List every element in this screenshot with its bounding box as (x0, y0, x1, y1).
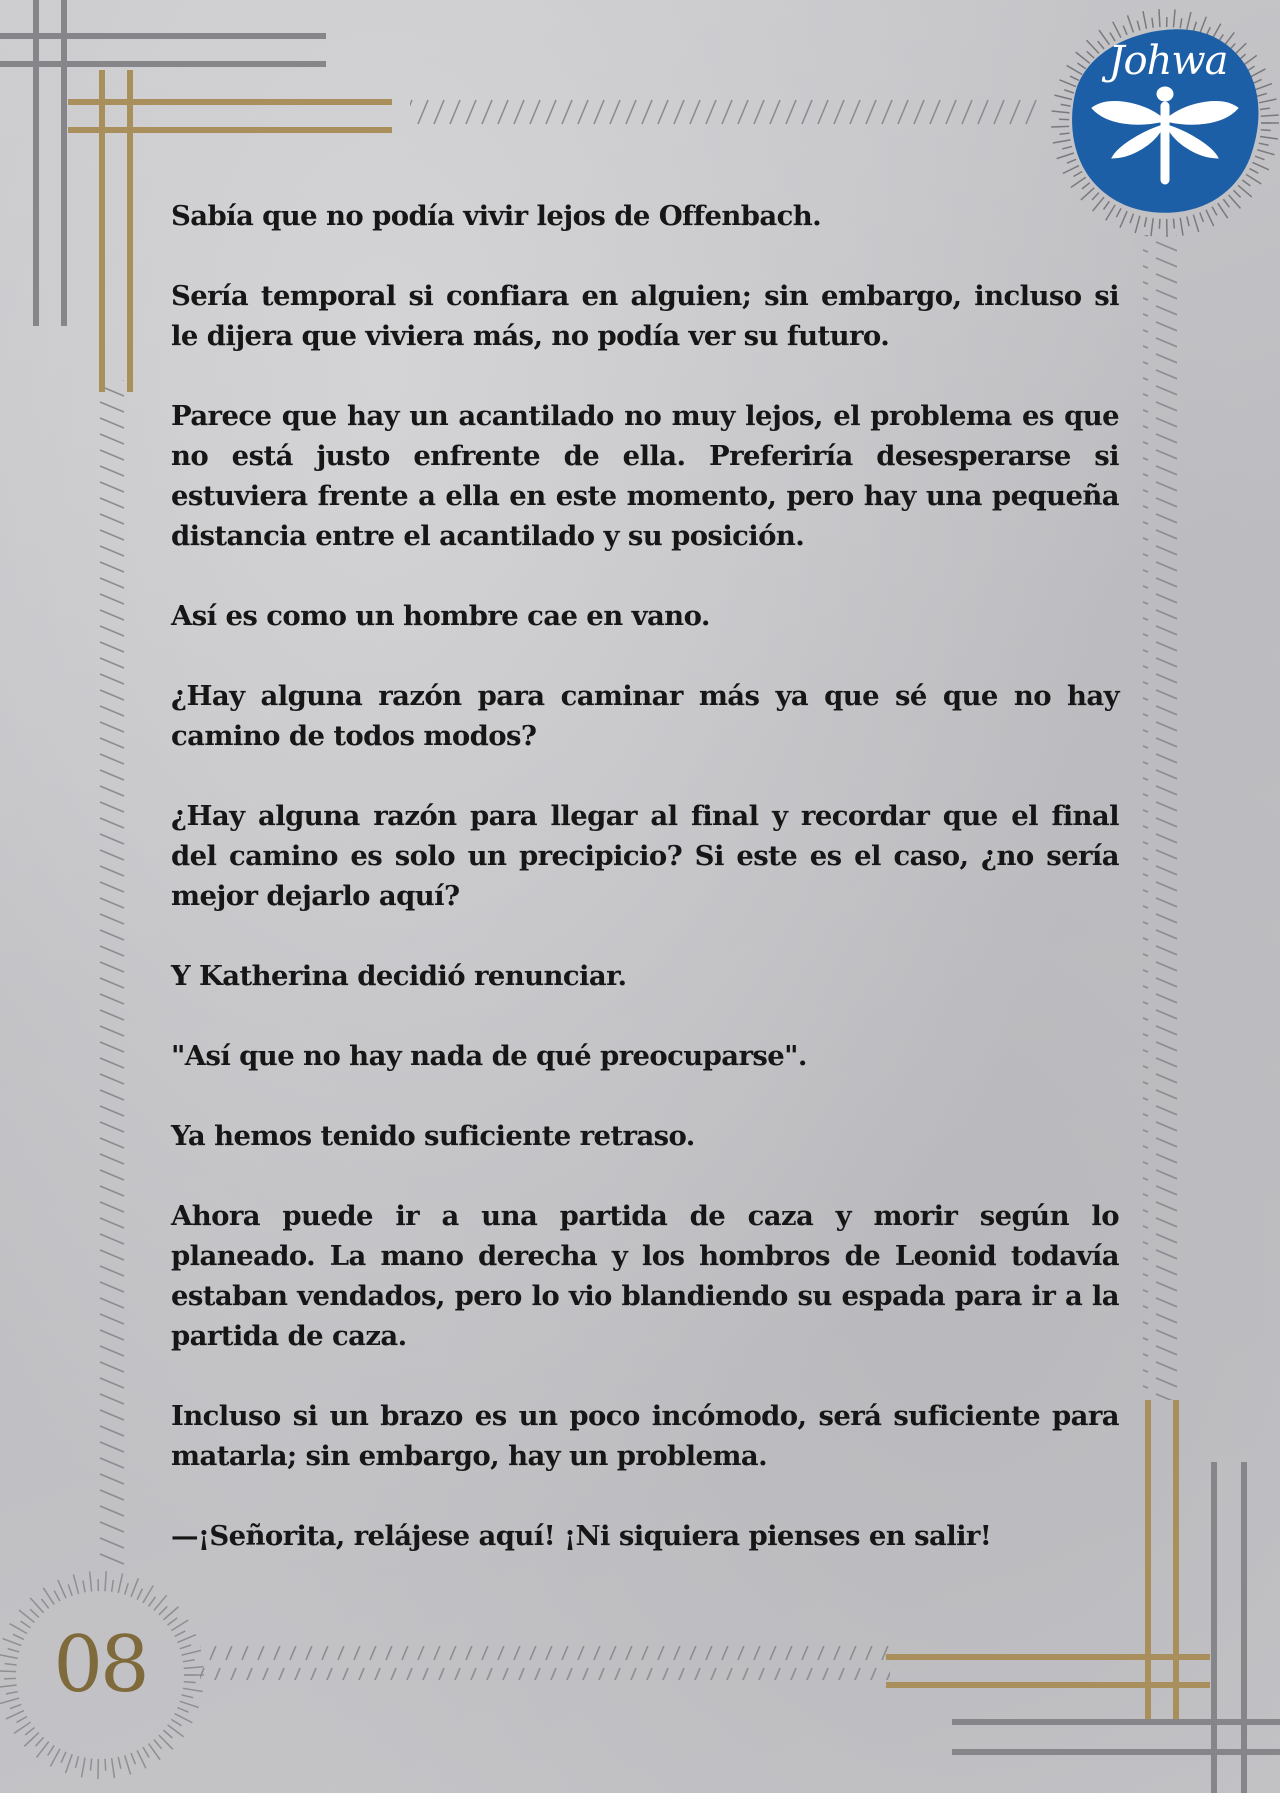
sunburst-ray (1130, 214, 1133, 223)
right-hatch-band (1143, 235, 1177, 1400)
sunburst-ray (1259, 143, 1269, 145)
sunburst-ray (137, 1750, 146, 1768)
sunburst-ray (118, 1757, 121, 1769)
sunburst-ray (1074, 171, 1083, 176)
sunburst-ray (1253, 79, 1262, 83)
sunburst-ray (177, 1635, 195, 1643)
sunburst-ray (1127, 15, 1133, 32)
logo-text: Johwa (1108, 38, 1228, 84)
sunburst-ray (1137, 21, 1140, 31)
sunburst-ray (143, 1747, 149, 1757)
sunburst-ray (1261, 130, 1271, 131)
sunburst-ray (83, 1581, 85, 1593)
sunburst-ray (180, 1701, 199, 1707)
sunburst-ray (1257, 93, 1267, 96)
sunburst-ray (90, 1759, 91, 1771)
sunburst-ray (1261, 115, 1279, 116)
sunburst-ray (1143, 11, 1146, 29)
sunburst-ray (25, 1728, 34, 1736)
sunburst-ray (1071, 177, 1086, 187)
paragraph: Parece que hay un acantilado no muy lejos, el problema es que no está justo enfrente de ella. Preferiría desesperarse si estuviera frente a ella en este momento, pero hay una pequeña distancia entre el acantilado y su posición. (171, 400, 1119, 552)
sunburst-ray (5, 1664, 17, 1665)
paragraph: Así es como un hombre cae en vano. (171, 600, 710, 632)
paragraph: Ahora puede ir a una partida de caza y morir según lo planeado. La mano derecha y los hombros de Leonid todavía estaban vendados, pero lo vio blandiendo su espada para ir a la partida de caza. (171, 1200, 1119, 1352)
sunburst-ray (61, 1752, 66, 1763)
sunburst-ray (58, 1580, 66, 1598)
sunburst-ray (1113, 22, 1121, 38)
sunburst-ray (81, 1758, 85, 1778)
sunburst-ray (43, 1588, 54, 1605)
sunburst-ray (118, 1573, 122, 1593)
chapter-text (171, 196, 1119, 1556)
sunburst-ray (105, 1571, 106, 1591)
sunburst-ray (131, 1753, 135, 1764)
sunburst-ray (184, 1682, 196, 1683)
paragraph: ¿Hay alguna razón para llegar al final y recordar que el final del camino es solo un precipicio? Si este es el caso, ¿no sería mejor dejarlo aquí? (171, 800, 1119, 912)
sunburst-ray (1180, 18, 1182, 28)
sunburst-ray (1200, 17, 1207, 34)
sunburst-ray (1063, 166, 1079, 174)
sunburst-ray (0, 1654, 18, 1658)
sunburst-ray (14, 1722, 31, 1733)
paragraph: Y Katherina decidió renunciar. (171, 960, 627, 992)
sunburst-ray (3, 1639, 22, 1646)
sunburst-ray (1159, 9, 1160, 27)
sunburst-ray (68, 1584, 72, 1595)
sunburst-ray (1070, 76, 1079, 80)
sunburst-ray (0, 1685, 17, 1687)
sunburst-ray (17, 1717, 27, 1723)
sunburst-ray (149, 1597, 156, 1607)
sunburst-ray (66, 1754, 73, 1773)
sunburst-ray (1229, 195, 1241, 208)
sunburst-ray (90, 1572, 92, 1592)
paragraph: Sabía que no podía vivir lejos de Offenbach. (171, 200, 822, 232)
sunburst-ray (137, 1589, 142, 1600)
left-hatch-band (96, 380, 130, 1565)
sunburst-ray (1246, 174, 1261, 184)
sunburst-ray (75, 1756, 78, 1768)
sunburst-ray (1061, 104, 1071, 106)
sunburst-ray (163, 1730, 172, 1738)
paragraph: Incluso si un brazo es un poco incómodo, será suficiente para matarla; sin embargo, hay un problema. (171, 1400, 1119, 1472)
sunburst-ray (1253, 162, 1269, 169)
sunburst-ray (1064, 90, 1073, 93)
sunburst-ray (1062, 146, 1072, 148)
sunburst-ray (36, 1737, 44, 1746)
paragraph: "Así que no hay nada de qué preocuparse". (171, 1040, 807, 1072)
sunburst-ray (1193, 22, 1196, 32)
sunburst-ray (1087, 40, 1099, 53)
paragraph: Ya hemos tenido suficiente retraso. (171, 1120, 695, 1152)
sunburst-ray (1238, 185, 1252, 197)
sunburst-ray (73, 1574, 78, 1593)
sunburst-ray (6, 1711, 24, 1719)
sunburst-ray (54, 1591, 60, 1602)
sunburst-ray (182, 1695, 194, 1698)
sunburst-ray (50, 1749, 60, 1767)
sunburst-ray (1257, 150, 1274, 155)
sunburst-ray (1233, 190, 1240, 197)
sunburst-ray (1052, 111, 1070, 113)
sunburst-ray (125, 1755, 131, 1774)
sunburst-ray (1152, 18, 1153, 28)
sunburst-ray (1098, 41, 1104, 49)
sunburst-ray (154, 1739, 162, 1748)
sunburst-ray (1180, 218, 1183, 236)
sunburst-ray (1053, 140, 1071, 143)
sunburst-ray (1250, 169, 1259, 174)
sunburst-ray (30, 1609, 39, 1617)
sunburst-ray (112, 1580, 114, 1592)
sunburst-ray (1159, 219, 1160, 229)
sunburst-ray (1078, 63, 1086, 69)
sunburst-ray (1255, 156, 1264, 159)
sunburst-ray (1212, 207, 1217, 216)
sunburst-ray (1223, 199, 1229, 207)
sunburst-ray (1206, 210, 1214, 226)
sunburst-ray (175, 1714, 193, 1723)
sunburst-ray (0, 1698, 19, 1703)
page-number: 08 (53, 1620, 147, 1710)
sunburst-ray (1242, 180, 1250, 186)
sunburst-ray (183, 1660, 195, 1662)
sunburst-ray (1145, 217, 1147, 227)
sunburst-ray (1082, 183, 1090, 189)
sunburst-ray (6, 1692, 18, 1694)
sunburst-ray (159, 1606, 167, 1615)
sunburst-ray (1087, 51, 1094, 58)
sunburst-ray (183, 1688, 203, 1691)
sunburst-ray (1173, 219, 1174, 229)
sunburst-ray (1067, 65, 1083, 74)
sunburst-ray (1151, 218, 1153, 236)
sunburst-ray (171, 1719, 181, 1725)
bottom-hatch-band (200, 1646, 890, 1680)
sunburst-ray (1076, 52, 1090, 63)
sunburst-ray (112, 1758, 115, 1778)
sunburst-ray (1187, 216, 1189, 226)
sunburst-ray (8, 1649, 20, 1652)
sunburst-ray (1260, 108, 1270, 109)
sunburst-ray (131, 1578, 138, 1597)
sunburst-ray (105, 1759, 106, 1771)
sunburst-ray (1200, 212, 1204, 221)
sunburst-ray (1193, 215, 1198, 232)
sunburst-ray (1173, 9, 1175, 27)
sunburst-ray (1059, 80, 1076, 87)
sunburst-ray (1060, 133, 1070, 134)
sunburst-ray (1218, 203, 1228, 218)
sunburst-ray (1187, 12, 1191, 30)
sunburst-ray (41, 1599, 48, 1609)
sunburst-ray (1260, 137, 1278, 140)
sunburst-ray (0, 1671, 16, 1672)
paragraph: —¡Señorita, relájese aquí! ¡Ni siquiera pienses en salir! (171, 1520, 992, 1552)
sunburst-ray (1259, 99, 1277, 103)
sunburst-ray (1123, 26, 1127, 35)
sunburst-ray (1054, 95, 1071, 99)
paragraph: ¿Hay alguna razón para caminar más ya que sé que no hay camino de todos modos? (171, 680, 1119, 752)
sunburst-ray (182, 1650, 201, 1655)
sunburst-ray (180, 1645, 191, 1649)
sunburst-ray (1120, 211, 1127, 228)
sunburst-ray (1067, 159, 1076, 163)
sunburst-ray (1135, 216, 1140, 233)
sunburst-ray (125, 1583, 129, 1594)
paragraph: Sería temporal si confiara en alguien; sin embargo, incluso si le dijera que viviera más, no podía ver su futuro. (171, 280, 1119, 352)
sunburst-ray (143, 1586, 153, 1603)
top-hatch-band (410, 96, 1040, 130)
sunburst-ray (1255, 84, 1272, 90)
sunburst-ray (1057, 153, 1074, 159)
sunburst-ray (1250, 69, 1266, 78)
sunburst-ray (1051, 126, 1069, 127)
sunburst-ray (48, 1745, 55, 1755)
